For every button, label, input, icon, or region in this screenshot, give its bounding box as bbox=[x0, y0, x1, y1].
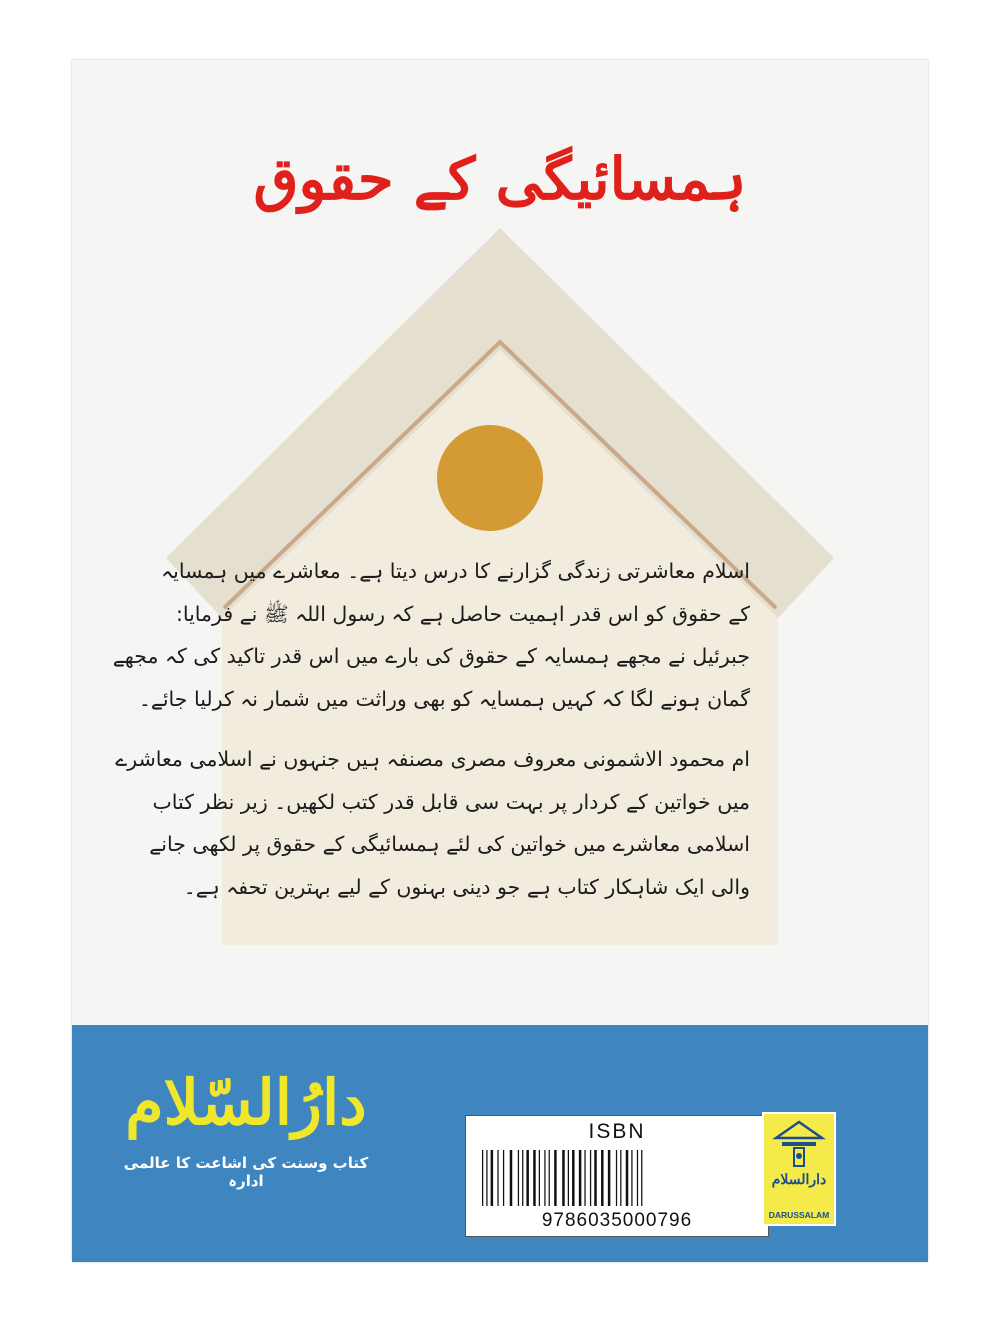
isbn-barcode-box bbox=[465, 1115, 769, 1237]
barcode-bar bbox=[482, 1150, 483, 1206]
isbn-number: 9786035000796 bbox=[541, 1210, 693, 1231]
barcode-bar bbox=[526, 1150, 529, 1206]
barcode-bar bbox=[579, 1150, 582, 1206]
barcode-bar bbox=[503, 1150, 504, 1206]
description-line: میں خواتین کے کردار پر بہت سی قابل قدر کتب لکھیں۔ زیر نظر کتاب bbox=[152, 789, 750, 814]
description-line: جبرئیل نے مجھے ہمسایہ کے حقوق کی بارے میں اس قدر تاکید کی کہ مجھے bbox=[112, 644, 750, 668]
barcode-bar bbox=[533, 1150, 536, 1206]
publisher-logo bbox=[762, 1112, 836, 1226]
description-line: گمان ہونے لگا کہ کہیں ہمسایہ کو بھی وراثت میں شمار نہ کرلیا جائے۔ bbox=[138, 686, 750, 711]
barcode-bar bbox=[522, 1150, 523, 1206]
book-back-cover bbox=[72, 60, 928, 1262]
description-line: اسلامی معاشرے میں خواتین کی لئے ہمسائیگی کے حقوق پر لکھی جانے bbox=[149, 832, 750, 856]
barcode-bar bbox=[616, 1150, 617, 1206]
barcode-bar bbox=[620, 1150, 621, 1206]
barcode-bar bbox=[601, 1150, 604, 1206]
barcode-bar bbox=[562, 1150, 565, 1206]
barcode-bar bbox=[568, 1150, 569, 1206]
description-line: ام محمود الاشمونی معروف مصری مصنفہ ہیں جنہوں نے اسلامی معاشرے bbox=[115, 747, 750, 771]
barcode-bar bbox=[590, 1150, 591, 1206]
house-round-window bbox=[437, 425, 543, 531]
barcode-bar bbox=[510, 1150, 513, 1206]
barcode-bar bbox=[584, 1150, 585, 1206]
logo-english-text: DARUSSALAM bbox=[768, 1210, 830, 1220]
barcode-bar bbox=[641, 1150, 642, 1206]
barcode-bar bbox=[518, 1150, 519, 1206]
barcode-bar bbox=[544, 1150, 545, 1206]
barcode-bar bbox=[554, 1150, 557, 1206]
barcode-bar bbox=[486, 1150, 487, 1206]
book-shelf-icon bbox=[764, 1114, 834, 1172]
publisher-name: دارُالسّلام bbox=[125, 1066, 367, 1139]
description-line: والی ایک شاہکار کتاب ہے جو دینی بہنوں کے لیے بہترین تحفہ ہے۔ bbox=[183, 874, 750, 899]
description-line: کے حقوق کو اس قدر اہمیت حاصل ہے کہ رسول اللہ ﷺ نے فرمایا: bbox=[175, 601, 750, 626]
barcode-bar bbox=[594, 1150, 597, 1206]
description-line: اسلام معاشرتی زندگی گزارنے کا درس دیتا ہے۔ معاشرے میں ہمسایہ bbox=[161, 559, 750, 583]
barcode-bar bbox=[626, 1150, 629, 1206]
barcode-bar bbox=[539, 1150, 540, 1206]
logo-arabic-text: دارالسلام bbox=[771, 1172, 827, 1188]
book-description bbox=[112, 550, 750, 908]
barcode-bar bbox=[631, 1150, 632, 1206]
barcode-bar bbox=[572, 1150, 575, 1206]
publisher-tagline: کتاب وسنت کی اشاعت کا عالمی ادارہ bbox=[123, 1154, 369, 1190]
barcode-bar bbox=[549, 1150, 550, 1206]
publisher-wordmark bbox=[122, 1066, 370, 1190]
barcode-bar bbox=[491, 1150, 494, 1206]
isbn-label: ISBN bbox=[588, 1120, 646, 1143]
barcode-icon bbox=[480, 1150, 754, 1206]
book-title: ہمسائیگی کے حقوق bbox=[253, 145, 747, 213]
barcode-bar bbox=[608, 1150, 611, 1206]
barcode-bar bbox=[497, 1150, 498, 1206]
barcode-bar bbox=[637, 1150, 638, 1206]
